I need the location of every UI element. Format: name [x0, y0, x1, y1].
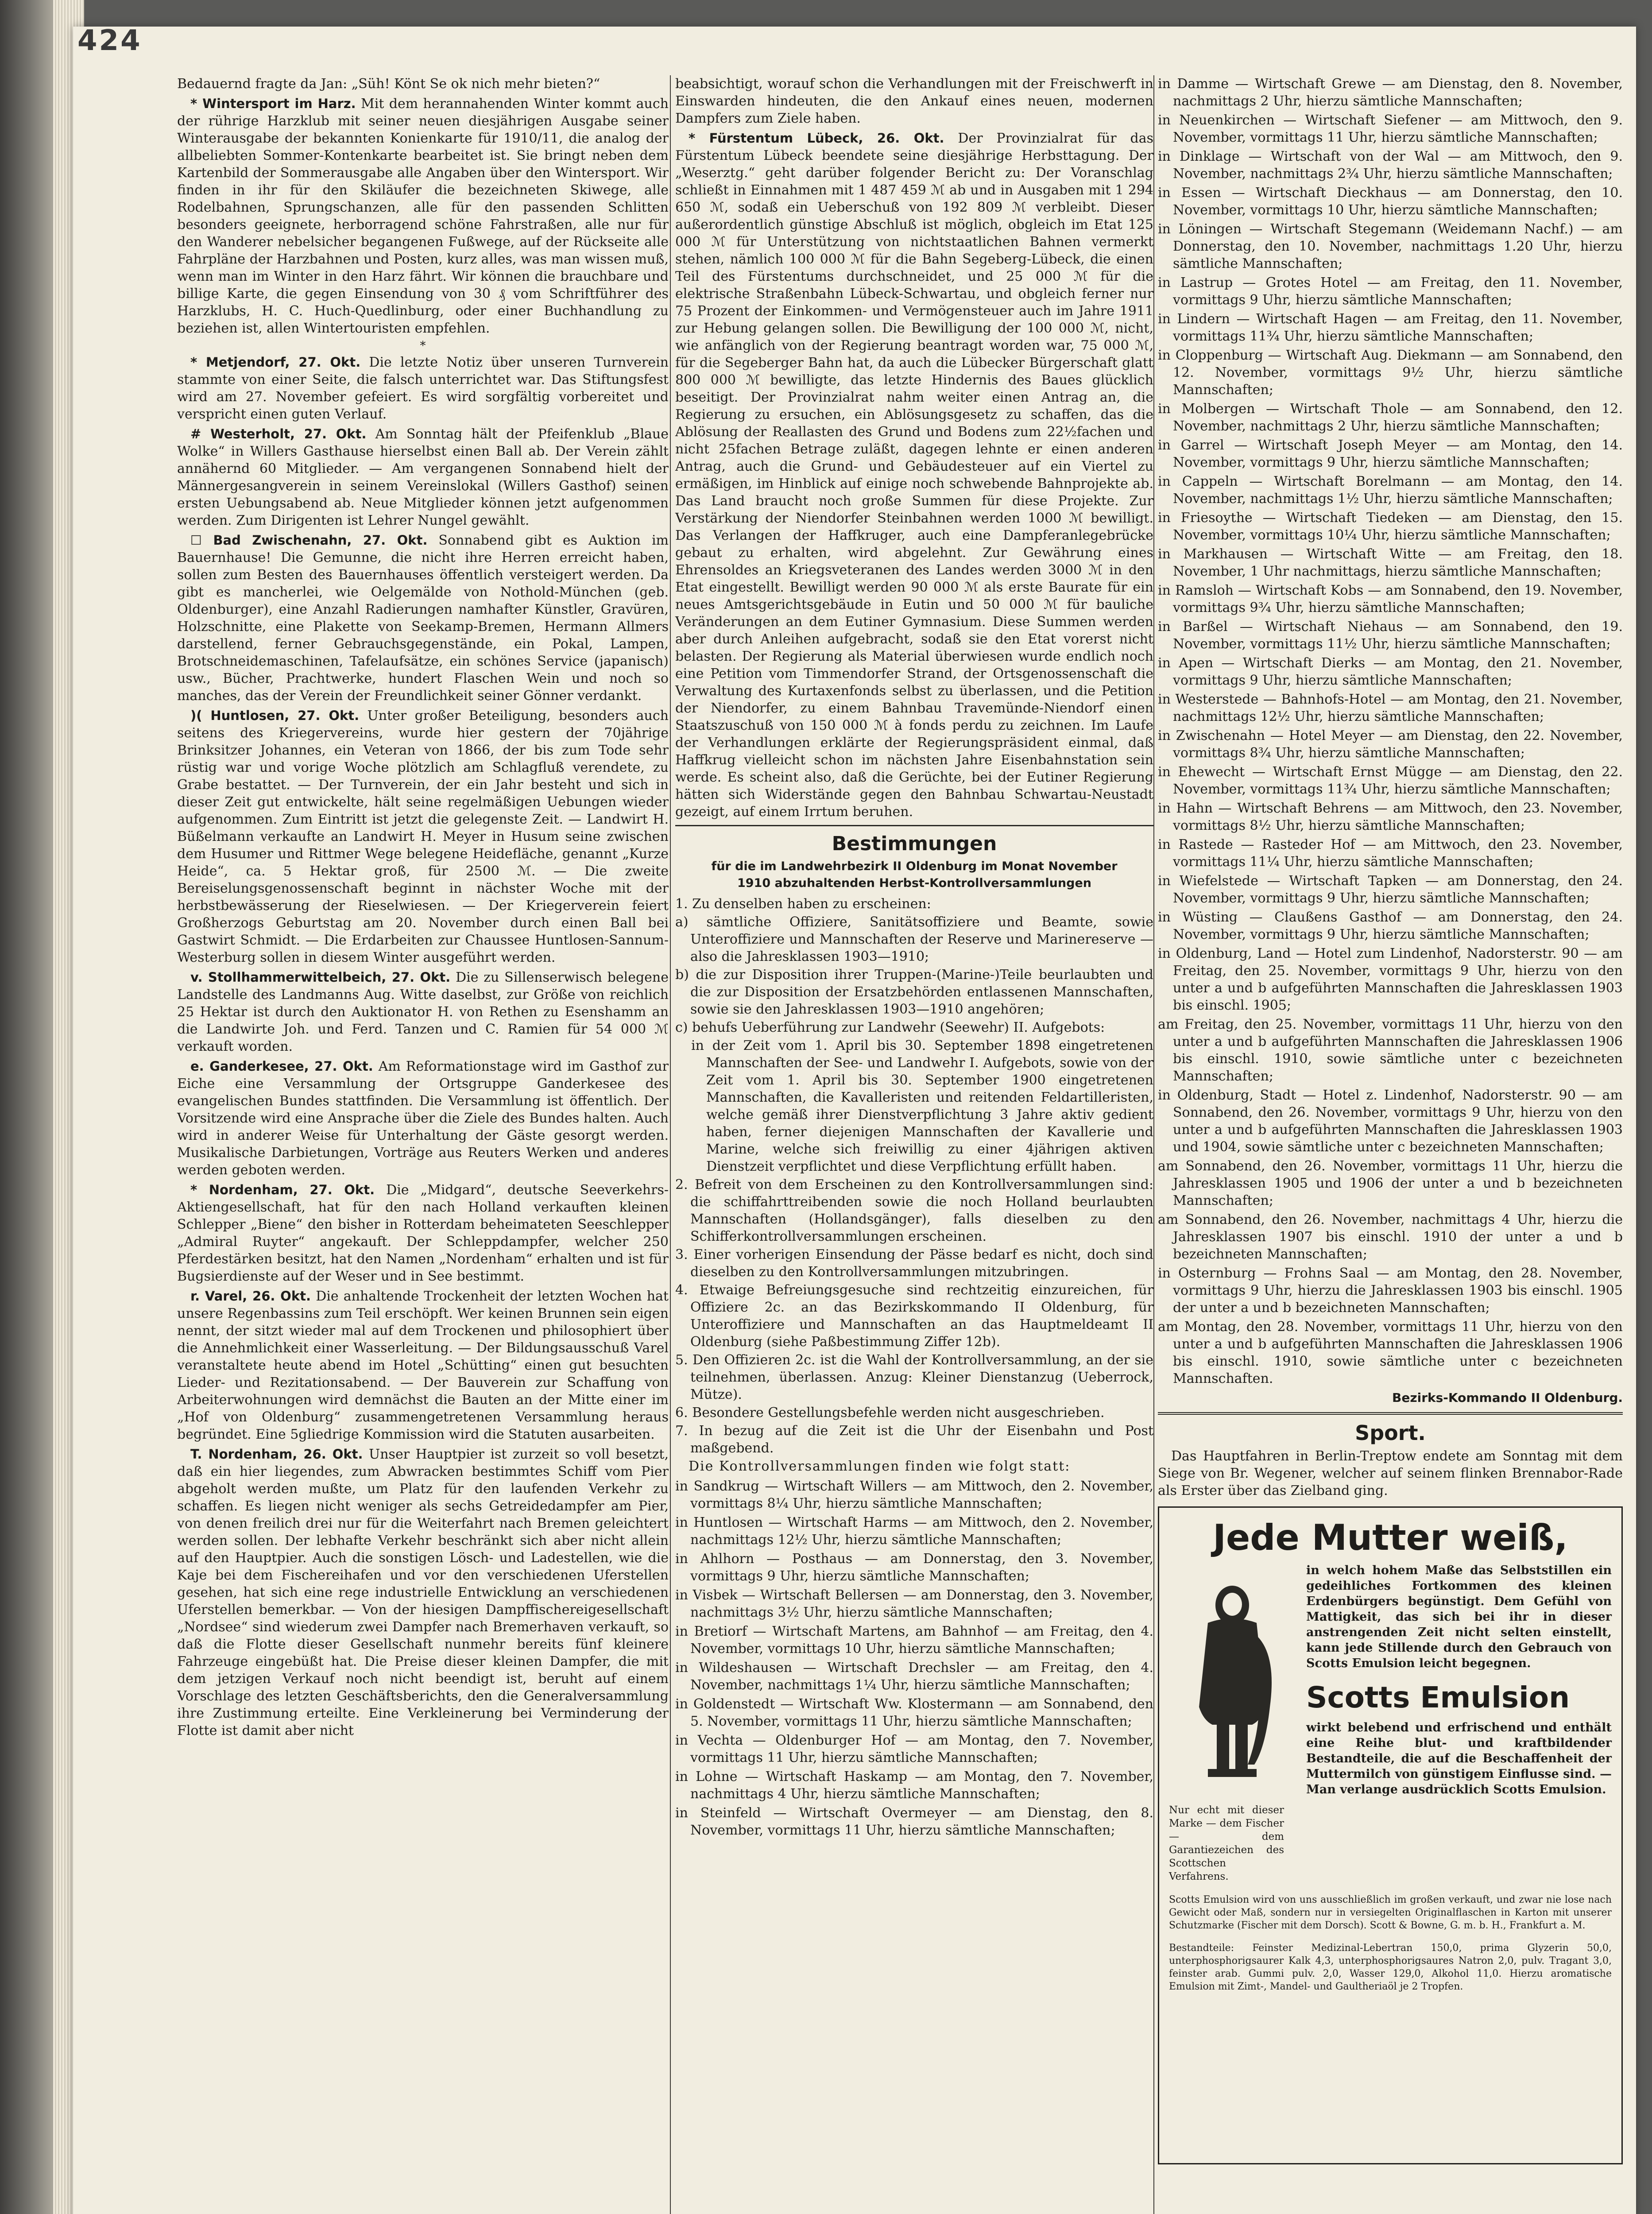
notice-item: in der Zeit vom 1. April bis 30. September 1898 eingetretenen Mannschaften der See- und Landwehr I. Aufgebots, sowie von der Zeit vom 1. April bis 30. September 1900 eingetretenen Mannschaften, die Kavalleristen und reitenden Feldartilleristen, welche gemäß ihrer Dienstverpflichtung 3 Jahre aktiv gedient haben, ferner diejenigen Mannschaften der Kavallerie und Marine, welche sich freiwillig zu einer 4jährigen aktiven Dienstzeit verpflichtet und diese Verpflichtung erfüllt haben.	[691, 1038, 1153, 1174]
article-lead: v. Stollhammerwittelbeich, 27. Okt.	[190, 970, 451, 985]
list-item: in Molbergen — Wirtschaft Thole — am Sonnabend, den 12. November, nachmittags 2 Uhr, hierzu sämtliche Mannschaften;	[1158, 401, 1623, 434]
list-item: in Lastrup — Grotes Hotel — am Freitag, den 11. November, vormittags 9 Uhr, hierzu sämtliche Mannschaften;	[1158, 275, 1623, 308]
notice-item: 7. In bezug auf die Zeit ist die Uhr der Eisenbahn und Post maßgebend.	[675, 1423, 1153, 1456]
notice-item: 4. Etwaige Befreiungsgesuche sind rechtzeitig einzureichen, für Offiziere 2c. an das Bezirkskommando II Oldenburg, für Unteroffiziere und Mannschaften an das Hauptmeldeamt II Oldenburg (siehe Paßbestimmung Ziffer 12b).	[675, 1282, 1153, 1350]
list-item: am Sonnabend, den 26. November, nachmittags 4 Uhr, hierzu die Jahresklassen 1907 bis einschl. 1910 der unter a und b bezeichneten Mannschaften;	[1158, 1212, 1623, 1262]
article-lead: ☐ Bad Zwischenahn, 27. Okt.	[190, 533, 428, 548]
list-item: am Freitag, den 25. November, vormittags 11 Uhr, hierzu von den unter a und b aufgeführten Mannschaften die Jahresklassen 1906 bis einschl. 1910, sowie sämtliche unter c bezeichneten Mannschaften;	[1158, 1017, 1623, 1084]
list-item: in Oldenburg, Land — Hotel zum Lindenhof, Nadorsterstr. 90 — am Freitag, den 25. November, vormittags 9 Uhr, hierzu von den unter a und b aufgeführten Mannschaften die Jahresklassen 1903 bis einschl. 1905;	[1158, 946, 1623, 1013]
list-item: am Montag, den 28. November, vormittags 11 Uhr, hierzu von den unter a und b aufgeführten Mannschaften die Jahresklassen 1906 bis einschl. 1910, sowie sämtliche unter c bezeichneten Mannschaften.	[1158, 1319, 1623, 1386]
article-stollhamm	[177, 969, 669, 1055]
list-item: in Apen — Wirtschaft Dierks — am Montag, den 21. November, vormittags 9 Uhr, hierzu sämtliche Mannschaften;	[1158, 655, 1623, 688]
notice-item: 2. Befreit von dem Erscheinen zu den Kontrollversammlungen sind: die schiffahrttreibenden sowie die noch Holland beurlaubten Mannschaften (Hollandsgänger), falls dieselben zu den Schifferkontrollversammlungen erscheinen.	[675, 1177, 1153, 1244]
article-body: Mit dem herannahenden Winter kommt auch der rührige Harzklub mit seiner neuen diesjährigen Ausgabe seiner Winterausgabe der bekannten Konienkarte für 1910/11, die analog der allbeliebten Sommer-Kontenkarte bearbeitet ist. Sie bringt neben dem Kartenbild der Sommerausgabe alle Angaben über den Wintersport. Wir finden in ihr für den Skiläufer die bezeichneten Skiwege, alle Rodelbahnen, Sprungschanzen, alle für den passenden Schlitten besonders geeignete, herborragend schöne Fahrstraßen, alle nur für den Wanderer nebelsicher begangenen Fußwege, auf der Rückseite alle Fahrpläne der Harzbahnen und Posten, kurz alles, was man wissen muß, wenn man im Winter in den Harz fährt. Wir können die brauchbare und billige Karte, die gegen Einsendung von 30 ₰ vom Schriftführer des Harzklubs, H. C. Huch-Quedlinburg, oder einer Buchhandlung zu beziehen ist, allen Wintertouristen empfehlen.	[177, 96, 669, 336]
list-item: in Wiefelstede — Wirtschaft Tapken — am Donnerstag, den 24. November, vormittags 9 Uhr, hierzu sämtliche Mannschaften;	[1158, 873, 1623, 906]
column-3	[1158, 75, 1623, 2164]
section-divider	[675, 825, 1153, 826]
list-item: in Westerstede — Bahnhofs-Hotel — am Montag, den 21. November, nachmittags 12½ Uhr, hierzu sämtliche Mannschaften;	[1158, 692, 1623, 724]
article-body: Die anhaltende Trockenheit der letzten Wochen hat unsere Regenbassins zum Teil erschöpft. Wer keinen Brunnen sein eigen nennt, der sitzt wieder mal auf dem Trockenen und philosophiert über die Annehmlichkeit einer Wasserleitung. — Der Bildungsausschuß Varel veranstaltete heute abend im Hotel „Schütting“ einen gut besuchten Lieder- und Rezitationsabend. — Der Bauverein zur Schaffung von Arbeiterwohnungen wird demnächst die Bauten an der Mitte einer im „Hof von Oldenburg“ zusammengetretenen Versammlung heraus begründet. Eine 5gliedrige Kommission wird die Statuten ausarbeiten.	[177, 1289, 669, 1442]
list-item: in Garrel — Wirtschaft Joseph Meyer — am Montag, den 14. November, vormittags 9 Uhr, hierzu sämtliche Mannschaften;	[1158, 437, 1623, 470]
article-wintersport	[177, 95, 669, 337]
article-body: Am Sonntag hält der Pfeifenklub „Blaue Wolke“ in Willers Gasthause hierselbst einen Ball ab. Der Verein zählt annähernd 60 Mitglieder. — Am vergangenen Sonnabend hielt der Männergesangverein in seinem Vereinslokal (Willers Gasthof) seinen ersten Uebungsabend ab. Neue Mitglieder können jetzt aufgenommen werden. Zum Dirigenten ist Lehrer Nungel gewählt.	[177, 426, 669, 528]
list-item: in Osternburg — Frohns Saal — am Montag, den 28. November, vormittags 9 Uhr, hierzu die Jahresklassen 1903 bis einschl. 1905 der unter a und b bezeichneten Mannschaften;	[1158, 1266, 1623, 1316]
notice-item: 6. Besondere Gestellungsbefehle werden nicht ausgeschrieben.	[675, 1405, 1105, 1421]
sport-heading: Sport.	[1355, 1421, 1426, 1445]
article-text: Bedauernd fragte da Jan: „Süh! Könt Se ok nich mehr bieten?“	[177, 76, 600, 92]
ad-fineprint-2: Bestandteile: Feinster Medizinal-Lebertran 150,0, prima Glyzerin 50,0, unterphosphorigsaurer Kalk 4,3, unterphosphorigsaures Natron 2,0, pulv. Tragant 3,0, feinster arab. Gummi pulv. 2,0, Wasser 129,0, Alkohol 11,0. Hierzu aromatische Emulsion mit Zimt-, Mandel- und Gaultheriaöl je 2 Tropfen.	[1169, 1943, 1612, 1992]
list-item: in Essen — Wirtschaft Dieckhaus — am Donnerstag, den 10. November, vormittags 10 Uhr, hierzu sämtliche Mannschaften;	[1158, 185, 1623, 218]
article-lead: * Nordenham, 27. Okt.	[190, 1182, 375, 1197]
article-nordenham	[177, 1181, 669, 1285]
places-intro: Die Kontrollversammlungen finden wie folgt statt:	[689, 1459, 1071, 1474]
ad-trademark-note: Nur echt mit dieser Marke — dem Fischer — dem Garantiezeichen des Scottschen Verfahrens.	[1169, 1804, 1284, 1882]
article-lead: * Fürstentum Lübeck, 26. Okt.	[689, 131, 944, 146]
separator-star: *	[420, 339, 426, 352]
column-rule-2	[1153, 75, 1154, 2214]
article-huntlosen	[177, 707, 669, 966]
article-body: Der Provinzialrat für das Fürstentum Lübeck beendete seine diesjährige Herbsttagung. Der „Weserztg.“ geht darüber folgender Bericht zu: Der Voranschlag schließt in Einnahmen mit 1 487 459 ℳ ab und in Ausgaben mit 1 294 650 ℳ, sodaß ein Ueberschuß von 192 809 ℳ verbleibt. Dieser außerordentlich günstige Abschluß ist möglich, obgleich im Etat 125 000 ℳ für Unterstützung von nichtstaatlichen Bahnen vermerkt stehen, nämlich 100 000 ℳ für die Bahn Segeberg-Lübeck, die einen Teil des Fürstentums durchschneidet, und 25 000 ℳ für die elektrische Straßenbahn Lübeck-Schwartau, und obgleich ferner nur 75 Prozent der Einkommen- und Vermögensteuer auch im Jahre 1911 zur Hebung gelangen sollen. Die Bewilligung der 100 000 ℳ, nicht, wie anfänglich von der Regierung beantragt worden war, 75 000 ℳ, für die Segeberger Bahn hat, da auch die Lübecker Bürgerschaft glatt 800 000 ℳ bewilligte, das letzte Hindernis des Baues glücklich beseitigt. Der Provinzialrat nahm weiter einen Antrag an, die Regierung zu ersuchen, ein Ablösungsgesetz zu schaffen, das die Ablösung der Reallasten des Grund und Bodens zum 22½fachen und nicht 25fachen Betrage zuläßt, dagegen lehnte er einen anderen Antrag, auch die Grund- und Gebäudesteuer auf ein Viertel zu ermäßigen, im Hinblick auf einige noch schwebende Bahnprojekte ab. Das Land braucht noch große Summen für diese Projekte. Zur Verstärkung der Niendorfer Steinbahnen werden 1000 ℳ bewilligt. Das Verlangen der Haffkruger, auch eine Dampferanlegebrücke gebaut zu erhalten, wird abgelehnt. Zur Gewährung eines Ehrensoldes an Kriegsveteranen des Landes werden 3000 ℳ in den Etat eingestellt. Bewilligt werden 90 000 ℳ als erste Baurate für ein neues Amtsgerichtsgebäude in Eutin und 50 000 ℳ für bauliche Veränderungen an dem Eutiner Gymnasium. Diese Summen werden aber durch Anleihen aufgebracht, sodaß sie den Etat vorerst nicht belasten. Der Regierung als Material überwiesen wurde endlich noch eine Petition vom Timmendorfer Strand, der Ortsgenossenschaft die Verwaltung des Kurtaxenfonds selbst zu überlassen, und die Petition der Niendorfer, zu einem Bahnbau Travemünde-Niendorf einen Staatszuschuß von 150 000 ℳ à fonds perdu zu zeichnen. Im Laufe der Verhandlungen erklärte der Regierungspräsident einmal, daß Haffkrug vielleicht schon im nächsten Jahre Eisenbahnstation sein werde. Es scheint also, daß die Gerüchte, bei der Eutiner Regierung hätten sich Widerstände gegen den Bahnbau Schwartau-Neustadt gezeigt, auf einem Irrtum beruhen.	[675, 131, 1153, 820]
notice-subtitle-1: für die im Landwehrbezirk II Oldenburg im Monat November	[711, 859, 1118, 873]
list-item: in Oldenburg, Stadt — Hotel z. Lindenhof, Nadorsterstr. 90 — am Sonnabend, den 26. November, vormittags 9 Uhr, hierzu von den unter a und b aufgeführten Mannschaften die Jahresklassen 1903 und 1904, sowie sämtliche unter c bezeichneten Mannschaften;	[1158, 1088, 1623, 1155]
article-body: Am Reformationstage wird im Gasthof zur Eiche eine Versammlung der Ortsgruppe Ganderkesee des evangelischen Bundes stattfinden. Die Versammlung ist öffentlich. Der Vorsitzende wird eine Ansprache über die Ziele des Bundes halten. Auch wird in anderer Weise für Unterhaltung der Gäste gesorgt werden. Musikalische Darbietungen, Vorträge aus Reuters Werken und anderes werden geboten werden.	[177, 1059, 669, 1178]
list-item: in Lohne — Wirtschaft Haskamp — am Montag, den 7. November, nachmittags 4 Uhr, hierzu sämtliche Mannschaften;	[675, 1769, 1153, 1802]
notice-item: 5. Den Offizieren 2c. ist die Wahl der Kontrollversammlung, an der sie teilnehmen, überlassen. Anzug: Kleiner Dienstanzug (Ueberrock, Mütze).	[675, 1352, 1153, 1402]
article-lead: )( Huntlosen, 27. Okt.	[190, 708, 360, 723]
column-2	[675, 75, 1153, 1841]
article-body: Unser Hauptpier ist zurzeit so voll besetzt, daß ein hier liegendes, zum Abwracken bestimmtes Schiff vom Pier abgeholt werden mußte, um Platz für den laufenden Verkehr zu schaffen. Es liegen nicht weniger als sechs Getreidedampfer am Pier, von denen freilich drei nur für die Weiterfahrt nach Bremen geleichtert werden sollen. Der lebhafte Verkehr beschränkt sich aber nicht allein auf den Hauptpier. Auch die sonstigen Lösch- und Ladestellen, wie die Kaje bei dem Fischereihafen und vor den verschiedenen Uferstellen gesehen, hat sich eine rege industrielle Entwicklung an verschiedenen Uferstellen bemerkbar. — Von der hiesigen Dampffischereigesellschaft „Nordsee“ sind wiederum zwei Dampfer nach Bremerhaven verkauft, so daß die Flotte dieser Gesellschaft nunmehr bereits fünf kleinere Fahrzeuge eingebüßt hat. Die Preise dieser kleinen Dampfer, die mit dem jetzigen Verkauf noch nicht beendigt ist, beruht auf einem Vorschlage des letzten Geschäftsberichts, den die Generalversammlung ihre Zustimmung erteilte. Eine Verkleinerung bei Verminderung der Flotte ist damit aber nicht	[177, 1447, 669, 1738]
article-lead: * Wintersport im Harz.	[190, 96, 356, 111]
article-body: Die „Midgard“, deutsche Seeverkehrs-Aktiengesellschaft, hat für den nach Holland verkauften kleinen Schlepper „Biene“ den bisher in Rotterdam beheimateten Seeschlepper „Admiral Ruyter“ angekauft. Der Schleppdampfer, welcher 250 Pferdestärken besitzt, hat den Namen „Nordenham“ erhalten und ist für Bugsierdienste auf der Weser und in See bestimmt.	[177, 1182, 669, 1284]
notice-items	[675, 895, 1153, 1457]
list-item: in Goldenstedt — Wirtschaft Ww. Klostermann — am Sonnabend, den 5. November, vormittags 11 Uhr, hierzu sämtliche Mannschaften;	[675, 1696, 1153, 1729]
advertisement-scotts-emulsion	[1158, 1506, 1623, 2164]
notice-item: a) sämtliche Offiziere, Sanitätsoffiziere und Beamte, sowie Unteroffiziere und Mannschaften der Reserve und Marinereserve — also die Jahresklassen 1903—1910;	[675, 914, 1153, 964]
section-divider	[1158, 1412, 1623, 1415]
list-item: in Rastede — Rasteder Hof — am Mittwoch, den 23. November, vormittags 11¼ Uhr, hierzu sämtliche Mannschaften;	[1158, 837, 1623, 870]
article-body: Die letzte Notiz über unseren Turnverein stammte von einer Seite, die falsch unterrichtet war. Das Stiftungsfest wird am 27. November gefeiert. Es wird sorgfältig vorbereitet und verspricht einen guten Verlauf.	[177, 355, 669, 422]
article-lead: T. Nordenham, 26. Okt.	[190, 1447, 363, 1462]
list-item: in Damme — Wirtschaft Grewe — am Dienstag, den 8. November, nachmittags 2 Uhr, hierzu sämtliche Mannschaften;	[1158, 76, 1623, 109]
list-item: in Cappeln — Wirtschaft Borelmann — am Montag, den 14. November, nachmittags 1½ Uhr, hierzu sämtliche Mannschaften;	[1158, 474, 1623, 507]
ad-body: wirkt belebend und erfrischend und enthält eine Reihe blut- und kraftbildender Bestandteile, die auf die Beschaffenheit der Muttermilch von günstigem Einflusse sind. — Man verlange ausdrücklich Scotts Emulsion.	[1306, 1721, 1612, 1796]
list-item: in Bretiorf — Wirtschaft Martens, am Bahnhof — am Freitag, den 4. November, vormittags 10 Uhr, hierzu sämtliche Mannschaften;	[675, 1624, 1153, 1657]
list-item: in Huntlosen — Wirtschaft Harms — am Mittwoch, den 2. November, nachmittags 12½ Uhr, hierzu sämtliche Mannschaften;	[675, 1515, 1153, 1548]
ad-brand-name: Scotts Emulsion	[1306, 1680, 1570, 1715]
list-item: in Dinklage — Wirtschaft von der Wal — am Mittwoch, den 9. November, nachmittags 2¾ Uhr, hierzu sämtliche Mannschaften;	[1158, 149, 1623, 182]
article-body: Sonnabend gibt es Auktion im Bauernhause! Die Gemunne, die nicht ihre Herren erreicht haben, sollen zum Besten des Bauernhauses öffentlich versteigert werden. Da gibt es mancherlei, wie Oelgemälde von Nothold-München (geb. Oldenburger), eine Anzahl Radierungen namhafter Künstler, Gravüren, Holzschnitte, eine Plakette von Seekamp-Bremen, Hermann Allmers darstellend, ferner Gebrauchsgegenstände, ein Pokal, Lampen, Brotschneidemaschinen, Tafelaufsätze, ein schönes Service (japanisch) usw., Bücher, Prachtwerke, hundert Flaschen Wein und noch so manches, das der Verein der Freundlichkeit seiner Gönner verdankt.	[177, 533, 669, 704]
fisherman-trademark-icon	[1177, 1574, 1288, 1782]
list-item: in Zwischenahn — Hotel Meyer — am Dienstag, den 22. November, vormittags 8¾ Uhr, hierzu sämtliche Mannschaften;	[1158, 728, 1623, 761]
article-nordenham-2	[177, 1446, 669, 1739]
list-item: in Lindern — Wirtschaft Hagen — am Freitag, den 11. November, vormittags 11¾ Uhr, hierzu sämtliche Mannschaften;	[1158, 311, 1623, 344]
list-item: in Vechta — Oldenburger Hof — am Montag, den 7. November, vormittags 11 Uhr, hierzu sämtliche Mannschaften;	[675, 1733, 1153, 1765]
article-lead: r. Varel, 26. Okt.	[190, 1289, 311, 1304]
notice-signature: Bezirks-Kommando II Oldenburg.	[1392, 1390, 1623, 1405]
notice-title: Bestimmungen	[832, 832, 997, 855]
notice-item: 1. Zu denselben haben zu erscheinen:	[675, 896, 931, 912]
article-zwischenahn	[177, 532, 669, 704]
list-item: in Neuenkirchen — Wirtschaft Siefener — am Mittwoch, den 9. November, vormittags 11 Uhr, hierzu sämtliche Mannschaften;	[1158, 112, 1623, 145]
article-varel	[177, 1288, 669, 1443]
notice-subtitle-2: 1910 abzuhaltenden Herbst-Kontrollversammlungen	[737, 876, 1091, 890]
list-item: in Barßel — Wirtschaft Niehaus — am Sonnabend, den 19. November, vormittags 11½ Uhr, hierzu sämtliche Mannschaften;	[1158, 619, 1623, 652]
article-metjendorf	[177, 354, 669, 423]
notice-item: c) behufs Ueberführung zur Landwehr (Seewehr) II. Aufgebots:	[675, 1020, 1105, 1035]
article-westerholt	[177, 426, 669, 529]
list-item: in Ahlhorn — Posthaus — am Donnerstag, den 3. November, vormittags 9 Uhr, hierzu sämtliche Mannschaften;	[675, 1551, 1153, 1584]
ad-fineprint-1: Scotts Emulsion wird von uns ausschließlich im großen verkauft, und zwar nie lose nach Gewicht oder Maß, sondern nur in versiegelten Originalflaschen in Karton mit unserer Schutzmarke (Fischer mit dem Dorsch). Scott & Bowne, G. m. b. H., Frankfurt a. M.	[1169, 1894, 1612, 1931]
sport-text: Das Hauptfahren in Berlin-Treptow endete am Sonntag mit dem Siege von Br. Wegener, welcher auf seinem flinken Brennabor-Rade als Erster über das Zielband ging.	[1158, 1448, 1623, 1498]
article-body: Die zu Sillenserwisch belegene Landstelle des Landmanns Aug. Witte daselbst, zur Größe von reichlich 25 Hektar ist durch den Auktionator H. von Rethen zu Esenshamm an die Landwirte Joh. und Ferd. Tanzen und C. Ramien für 54 000 ℳ verkauft worden.	[177, 970, 669, 1054]
list-item: in Löningen — Wirtschaft Stegemann (Weidemann Nachf.) — am Donnerstag, den 10. November, nachmittags 1.20 Uhr, hierzu sämtliche Mannschaften;	[1158, 221, 1623, 271]
list-item: in Wildeshausen — Wirtschaft Drechsler — am Freitag, den 4. November, nachmittags 1¼ Uhr, hierzu sämtliche Mannschaften;	[675, 1660, 1153, 1693]
article-ganderkesee	[177, 1058, 669, 1179]
list-item: in Sandkrug — Wirtschaft Willers — am Mittwoch, den 2. November, vormittags 8¼ Uhr, hierzu sämtliche Mannschaften;	[675, 1479, 1153, 1511]
list-item: am Sonnabend, den 26. November, vormittags 11 Uhr, hierzu die Jahresklassen 1905 und 1906 der unter a und b bezeichneten Mannschaften;	[1158, 1158, 1623, 1208]
column-rule-1	[670, 75, 671, 2214]
list-item: in Wüsting — Claußens Gasthof — am Donnerstag, den 24. November, vormittags 9 Uhr, hierzu sämtliche Mannschaften;	[1158, 910, 1623, 942]
article-luebeck	[675, 130, 1153, 821]
list-item: in Hahn — Wirtschaft Behrens — am Mittwoch, den 23. November, vormittags 8½ Uhr, hierzu sämtliche Mannschaften;	[1158, 801, 1623, 833]
list-item: in Ehewecht — Wirtschaft Ernst Mügge — am Dienstag, den 22. November, vormittags 11¾ Uhr, hierzu sämtliche Mannschaften;	[1158, 764, 1623, 797]
list-item: in Cloppenburg — Wirtschaft Aug. Diekmann — am Sonnabend, den 12. November, vormittags 9½ Uhr, hierzu sämtliche Mannschaften;	[1158, 348, 1623, 398]
ad-intro: in welch hohem Maße das Selbststillen ein gedeihliches Fortkommen des kleinen Erdenbürgers begünstigt. Dem Gefühl von Mattigkeit, das sich bei ihr in dieser anstrengenden Zeit nicht selten einstellt, kann jede Stillende durch den Gebrauch von Scotts Emulsion leicht begegnen.	[1306, 1564, 1612, 1670]
notice-item: b) die zur Disposition ihrer Truppen-(Marine-)Teile beurlaubten und die zur Disposition der Ersatzbehörden entlassenen Mannschaften, sowie sie den Jahresklassen 1903—1910 angehören;	[675, 967, 1153, 1017]
article-lead: * Metjendorf, 27. Okt.	[190, 355, 361, 370]
article-lead: e. Ganderkesee, 27. Okt.	[190, 1059, 373, 1074]
places-list-continued	[1158, 75, 1623, 1387]
notice-item: 3. Einer vorherigen Einsendung der Pässe bedarf es nicht, doch sind dieselben zu den Kontrollversammlungen mitzubringen.	[675, 1247, 1153, 1280]
page-number: 424	[77, 24, 142, 57]
list-item: in Steinfeld — Wirtschaft Overmeyer — am Dienstag, den 8. November, vormittags 11 Uhr, hierzu sämtliche Mannschaften;	[675, 1805, 1153, 1838]
ad-headline: Jede Mutter weiß,	[1213, 1517, 1568, 1558]
list-item: in Friesoythe — Wirtschaft Tiedeken — am Dienstag, den 15. November, vormittags 10¼ Uhr, hierzu sämtliche Mannschaften;	[1158, 510, 1623, 543]
column-1	[177, 75, 669, 1742]
list-item: in Markhausen — Wirtschaft Witte — am Freitag, den 18. November, 1 Uhr nachmittags, hierzu sämtliche Mannschaften;	[1158, 546, 1623, 579]
list-item: in Visbek — Wirtschaft Bellersen — am Donnerstag, den 3. November, nachmittags 3½ Uhr, hierzu sämtliche Mannschaften;	[675, 1587, 1153, 1620]
article-text: beabsichtigt, worauf schon die Verhandlungen mit der Freischwerft in Einswarden hindeuten, die den Ankauf eines neuen, modernen Dampfers zum Ziele haben.	[675, 76, 1153, 126]
article-lead: # Westerholt, 27. Okt.	[190, 426, 367, 441]
list-item: in Ramsloh — Wirtschaft Kobs — am Sonnabend, den 19. November, vormittags 9¾ Uhr, hierzu sämtliche Mannschaften;	[1158, 583, 1623, 615]
article-body: Unter großer Beteiligung, besonders auch seitens des Kriegervereins, wurde hier gestern der 70jährige Brinksitzer Johannes, ein Veteran von 1866, der bis zum Tode sehr rüstig war und vorige Woche plötzlich am Schlagfluß verendete, zu Grabe bestattet. — Der Turnverein, der ein Jahr besteht und sich in dieser Zeit gut entwickelte, hält seine regelmäßigen Uebungen wieder aufgenommen. Zum Eintritt ist jetzt die gelegenste Zeit. — Landwirt H. Büßelmann verkaufte an Landwirt H. Meyer in Husum seine zwischen dem Husumer und Rittmer Wege belegene Heidefläche, genannt „Kurze Heide“, ca. 5 Hektar groß, für 2500 ℳ. — Die zweite Bereiselungsgenossenschaft beginnt in nächster Woche mit der herbstbewässerung der Rieselwiesen. — Der Kriegerverein feiert Großherzogs Geburtstag am 20. November durch einen Ball bei Gastwirt Schmidt. — Die Erdarbeiten zur Chaussee Huntlosen-Sannum-Westerburg sollen in diesem Winter ausgeführt werden.	[177, 708, 669, 965]
places-list	[675, 1478, 1153, 1839]
